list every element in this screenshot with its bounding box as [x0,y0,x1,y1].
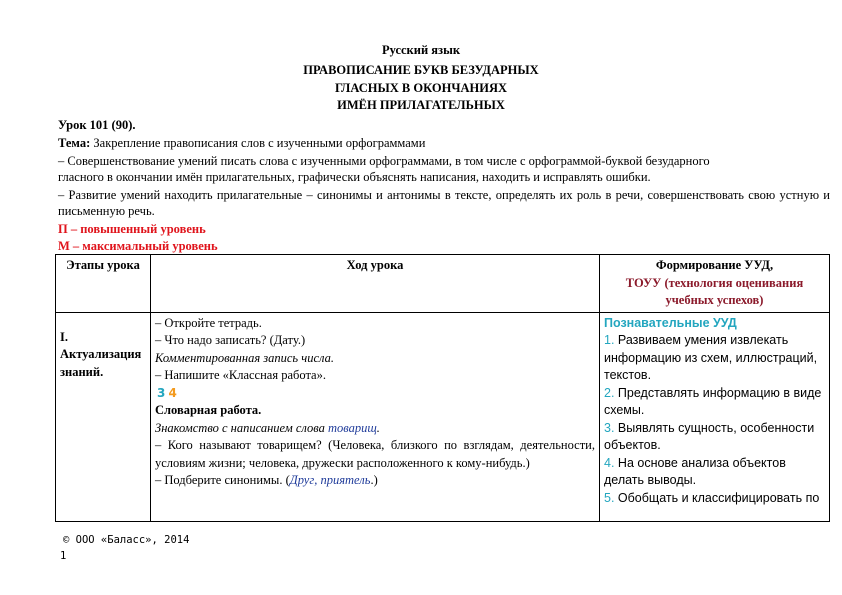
lesson-theme [58,135,833,151]
lesson-title-line-3: ИМЁН ПРИЛАГАТЕЛЬНЫХ [337,98,505,112]
uud-item-text: Развиваем умения извлекать информацию из схем, иллюстраций, текстов. [604,333,818,382]
synonyms-suffix: .) [370,473,378,487]
theme-text: Закрепление правописания слов с изученными орфограммами [90,136,426,150]
level-m: М – максимальный уровень [58,239,218,253]
uud-item-text: Обобщать и классифицировать по [614,490,820,505]
marker-3: 3 [157,385,166,400]
course-line-4: – Напишите «Классная работа». [155,368,326,382]
vocab-dot: . [376,420,380,435]
uud-item-text: Представлять информацию в виде схемы. [604,385,822,417]
subject-title: Русский язык [381,43,461,57]
synonym-2: приятель [320,473,371,487]
uud-item-number: 3. [604,420,615,435]
goal-2: – Развитие умений находить прилагательные – синонимы и антонимы в тексте, определять их роль в речи, совершенствовать свою устную и письменную речь. [58,188,830,218]
marker-4: 4 [168,385,177,400]
uud-item [604,385,825,420]
header-stages: Этапы урока [56,255,151,313]
header-uud [600,255,830,313]
course-synonyms [155,472,595,490]
uud-item-number: 2. [604,385,615,400]
vocab-word: товарищ [327,420,377,435]
synonym-1: Друг [289,473,315,487]
header-course: Ход урока [151,255,600,313]
uud-item [604,420,825,455]
synonyms-prefix: – Подберите синонимы. ( [155,473,290,487]
course-line-1: – Откройте тетрадь. [155,315,262,330]
header-uud-line-2: ТОУУ (технология оценивания [625,275,804,290]
uud-title: Познавательные УУД [604,315,737,330]
course-line-3: Комментированная запись числа. [155,350,334,365]
header-uud-line-3: учебных успехов) [665,293,764,307]
uud-cell [600,312,830,521]
goal-1-line-2: гласного в окончании имён прилагательных, графически объяснять написания, находить и исправлять ошибки. [58,170,651,184]
course-question: – Кого называют товарищем? (Человека, близкого по взглядам, деятельности, условиям жизни; человека, дружески расположенного к кому-нибудь.) [155,438,595,470]
uud-item [604,332,825,385]
vocab-intro-text: Знакомство с написанием слова [155,420,328,435]
level-markers [155,385,595,403]
lesson-number: Урок 101 (90). [58,118,136,132]
table-header-row [56,255,830,313]
theme-label: Тема: [58,136,91,150]
uud-item-text: На основе анализа объектов делать выводы. [604,455,786,487]
goal-1-line-1: – Совершенствование умений писать слова с изученными орфограммами, в том числе с орфограммой-буквой безударного [58,154,710,168]
stage-cell [56,312,151,521]
lesson-table [55,254,830,522]
uud-item-text: Выявлять сущность, особенности объектов. [604,420,815,452]
copyright: © ООО «Баласс», 2014 [63,534,190,546]
uud-item [604,490,825,508]
lesson-title-line-1: ПРАВОПИСАНИЕ БУКВ БЕЗУДАРНЫХ [303,63,539,77]
uud-item-number: 4. [604,455,615,470]
uud-item-number: 1. [604,333,615,347]
vocab-title: Словарная работа. [155,403,262,417]
synonym-sep: , [314,473,321,487]
lesson-title-line-2: ГЛАСНЫХ В ОКОНЧАНИЯХ [334,81,508,95]
level-p: П – повышенный уровень [58,222,206,236]
table-row [56,312,830,521]
course-cell [151,312,600,521]
stage-label: I. Актуализация знаний. [60,329,142,379]
vocab-intro [155,420,595,438]
uud-item-number: 5. [604,490,615,505]
uud-item [604,455,825,490]
header-uud-line-1: Формирование УУД, [655,258,774,272]
course-line-2: – Что надо записать? (Дату.) [155,333,306,347]
page-number: 1 [60,550,67,562]
